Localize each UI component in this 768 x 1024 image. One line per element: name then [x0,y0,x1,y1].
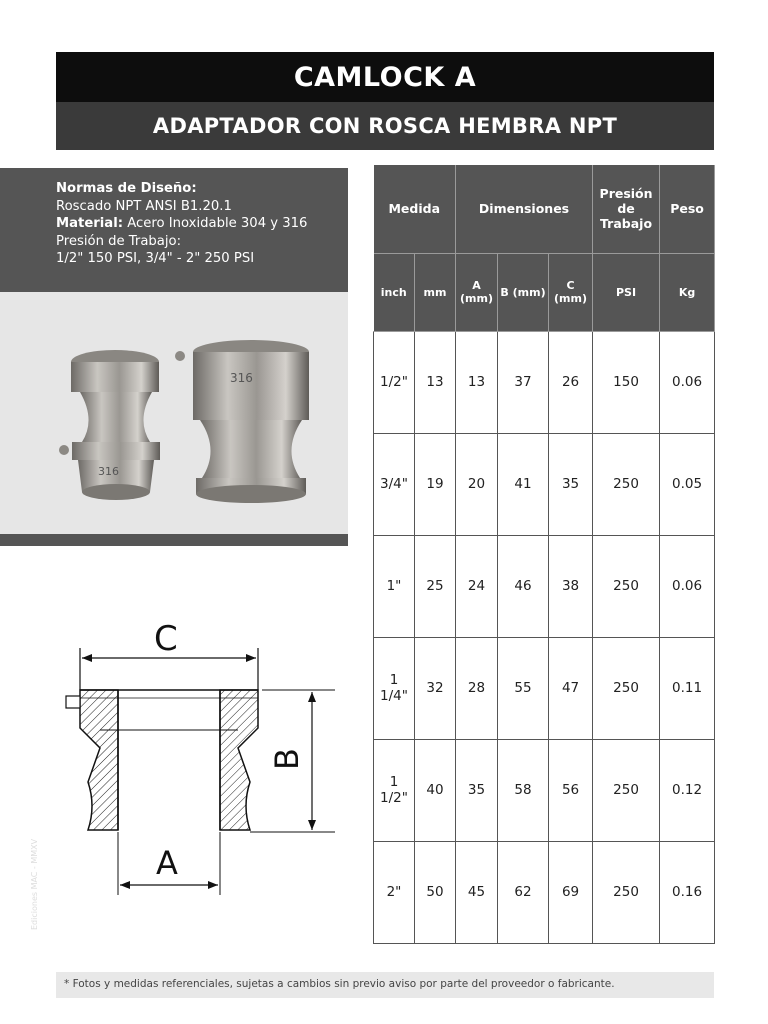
cell-c: 69 [549,841,593,943]
design-label: Normas de Diseño: [56,181,197,196]
cross-section-drawing [50,610,350,900]
cell-inch: 1 1/2" [374,739,415,841]
header-presion: Presión de Trabajo [593,165,660,253]
cell-inch: 1" [374,535,415,637]
cell-a: 28 [456,637,498,739]
cell-a: 24 [456,535,498,637]
pressure-value: 1/2" 150 PSI, 3/4" - 2" 250 PSI [56,251,255,266]
dimensions-table [373,165,715,944]
cell-a: 13 [456,331,498,433]
cell-inch: 2" [374,841,415,943]
cell-c: 35 [549,433,593,535]
cell-inch: 3/4" [374,433,415,535]
cell-b: 41 [498,433,549,535]
page-title: CAMLOCK A [56,52,714,102]
cell-a: 35 [456,739,498,841]
cell-c: 26 [549,331,593,433]
table-row [374,331,715,433]
cell-inch: 1/2" [374,331,415,433]
cell-mm: 40 [415,739,456,841]
table-row [374,739,715,841]
footer-note: * Fotos y medidas referenciales, sujetas a cambios sin previo aviso por parte del proveedor o fabricante. [56,972,714,998]
design-value: Roscado NPT ANSI B1.20.1 [56,198,232,214]
header-medida: Medida [374,165,456,253]
cell-b: 55 [498,637,549,739]
cell-b: 46 [498,535,549,637]
cell-mm: 25 [415,535,456,637]
pressure-label: Presión de Trabajo: [56,233,182,249]
cell-a: 45 [456,841,498,943]
table-row [374,841,715,943]
cell-b: 37 [498,331,549,433]
cell-mm: 13 [415,331,456,433]
stamp-left: 316 [98,465,119,478]
dimension-b-label: B [268,748,306,770]
cell-c: 47 [549,637,593,739]
cell-mm: 50 [415,841,456,943]
subheader-psi: PSI [593,253,660,331]
photo-divider [0,534,348,546]
cell-psi: 250 [593,739,660,841]
cell-inch: 1 1/4" [374,637,415,739]
cell-kg: 0.05 [660,433,715,535]
subheader-kg: Kg [660,253,715,331]
cell-kg: 0.11 [660,637,715,739]
cell-psi: 150 [593,331,660,433]
cell-b: 58 [498,739,549,841]
camlock-photo-illustration [0,292,348,534]
fitting-left [59,350,160,500]
design-specs [0,168,348,292]
material-label: Material: [56,216,123,231]
page-subtitle: ADAPTADOR CON ROSCA HEMBRA NPT [56,102,714,150]
cell-a: 20 [456,433,498,535]
cell-psi: 250 [593,433,660,535]
table-row [374,433,715,535]
cell-psi: 250 [593,535,660,637]
cell-c: 38 [549,535,593,637]
cell-kg: 0.16 [660,841,715,943]
table-row [374,637,715,739]
material-value: Acero Inoxidable 304 y 316 [123,216,308,231]
fitting-right [175,340,309,503]
header-dimensiones: Dimensiones [456,165,593,253]
subheader-a: A (mm) [456,253,498,331]
dimension-c-label: C [154,619,178,659]
watermark-text: Ediciones MAC - MMXV [30,838,39,930]
cell-b: 62 [498,841,549,943]
product-photo [0,292,348,534]
cell-kg: 0.06 [660,331,715,433]
cell-mm: 19 [415,433,456,535]
header-peso: Peso [660,165,715,253]
subheader-b: B (mm) [498,253,549,331]
subheader-mm: mm [415,253,456,331]
table-header-row [374,165,715,253]
cell-kg: 0.12 [660,739,715,841]
subheader-inch: inch [374,253,415,331]
table-row [374,535,715,637]
cell-mm: 32 [415,637,456,739]
cell-psi: 250 [593,637,660,739]
cell-kg: 0.06 [660,535,715,637]
dimension-a-label: A [156,844,178,882]
table-subheader-row [374,253,715,331]
technical-drawing [50,610,350,900]
cell-c: 56 [549,739,593,841]
subheader-c: C (mm) [549,253,593,331]
cell-psi: 250 [593,841,660,943]
stamp-right: 316 [230,371,253,385]
